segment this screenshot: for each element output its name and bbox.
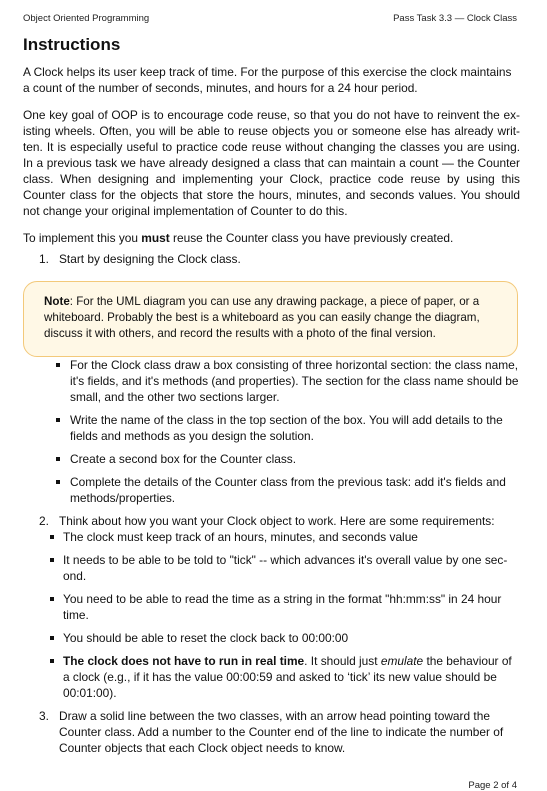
note-box [23,281,518,357]
square-bullet-icon [50,597,54,601]
square-bullet-icon [56,418,60,422]
main-content [23,64,520,756]
emphasis-must: must [141,231,170,245]
list-item: Create a second box for the Counter class. [23,451,520,467]
square-bullet-icon [50,636,54,640]
square-bullet-icon [56,480,60,484]
square-bullet-icon [50,558,54,562]
square-bullet-icon [56,457,60,461]
list-item: Write the name of the class in the top section of the box. You will add details to the fields and methods as you design the solution. [23,412,520,444]
step-2 [23,513,520,529]
square-bullet-icon [50,659,54,663]
step-3 [23,708,520,756]
intro-paragraph: A Clock helps its user keep track of time. For the purpose of this exercise the clock maintains a count of the number of seconds, minutes, and hours for a 24 hour period. [23,65,512,95]
step-number: 3. [39,709,49,723]
square-bullet-icon [50,535,54,539]
note-label: Note [44,295,70,308]
step-text: Think about how you want your Clock object to work. Here are some requirements: [59,514,495,528]
note-text: : For the UML diagram you can use any drawing package, a piece of paper, or a whiteboard. Probably the best is a whiteboard as you can easily change the diagram, discuss it with others, and record the results with a photo of the final version. [44,295,480,340]
list-item: It needs to be able to be told to "tick" -- which advances it's overall value by one sec-ond. [23,552,520,584]
step-number: 2. [39,514,49,528]
list-item: Complete the details of the Counter class from the previous task: add it's fields and methods/properties. [23,474,520,506]
task-title: Pass Task 3.3 — Clock Class [393,13,517,24]
page-header [23,13,517,27]
section-heading: Instructions [23,35,121,54]
course-title: Object Oriented Programming [23,13,150,24]
step-2-bullet-list [23,529,520,701]
list-item: You need to be able to read the time as a string in the format "hh:mm:ss" in 24 hour time. [23,591,520,623]
step-1 [23,251,520,267]
list-item: The clock must keep track of an hours, minutes, and seconds value [23,529,520,545]
step-1-bullet-list [23,357,520,506]
step-number: 1. [39,252,49,266]
list-item: You should be able to reset the clock back to 00:00:00 [23,630,520,646]
list-item: The clock does not have to run in real time. It should just emulate the behaviour of a clock (e.g., if it has the value 00:00:59 and asked to ‘tick’ its new value should be 00:01:00). [23,653,520,701]
square-bullet-icon [56,363,60,367]
step-text: Start by designing the Clock class. [59,252,241,266]
list-item: For the Clock class draw a box consisting of three horizontal section: the class name, it's fields, and it's methods (and properties). The section for the class name should be small, and the other two sections larger. [23,357,520,405]
page-number: Page 2 of 4 [468,780,517,791]
step-text: Draw a solid line between the two classes, with an arrow head pointing toward the Counter class. Add a number to the Counter end of the line to indicate the number of Counter objects that each Clock object needs to know. [59,709,504,755]
code-reuse-paragraph: One key goal of OOP is to encourage code reuse, so that you do not have to reinvent the ex-isting wheels. Often, you will be able to reuse objects you or someone else has already writ-ten. It is especially useful to practice code reuse without changing the classes you are using. In a previous task we have already designed a class that can maintain a count — the Counter class. When designing and implementing your Clock, practice code reuse by using this Counter class for the objects that store the hours, minutes, and seconds values. You should not change your original implementation of Counter to do this. [23,108,520,218]
requirement-paragraph: To implement this you must reuse the Counter class you have previously created. [23,231,454,245]
